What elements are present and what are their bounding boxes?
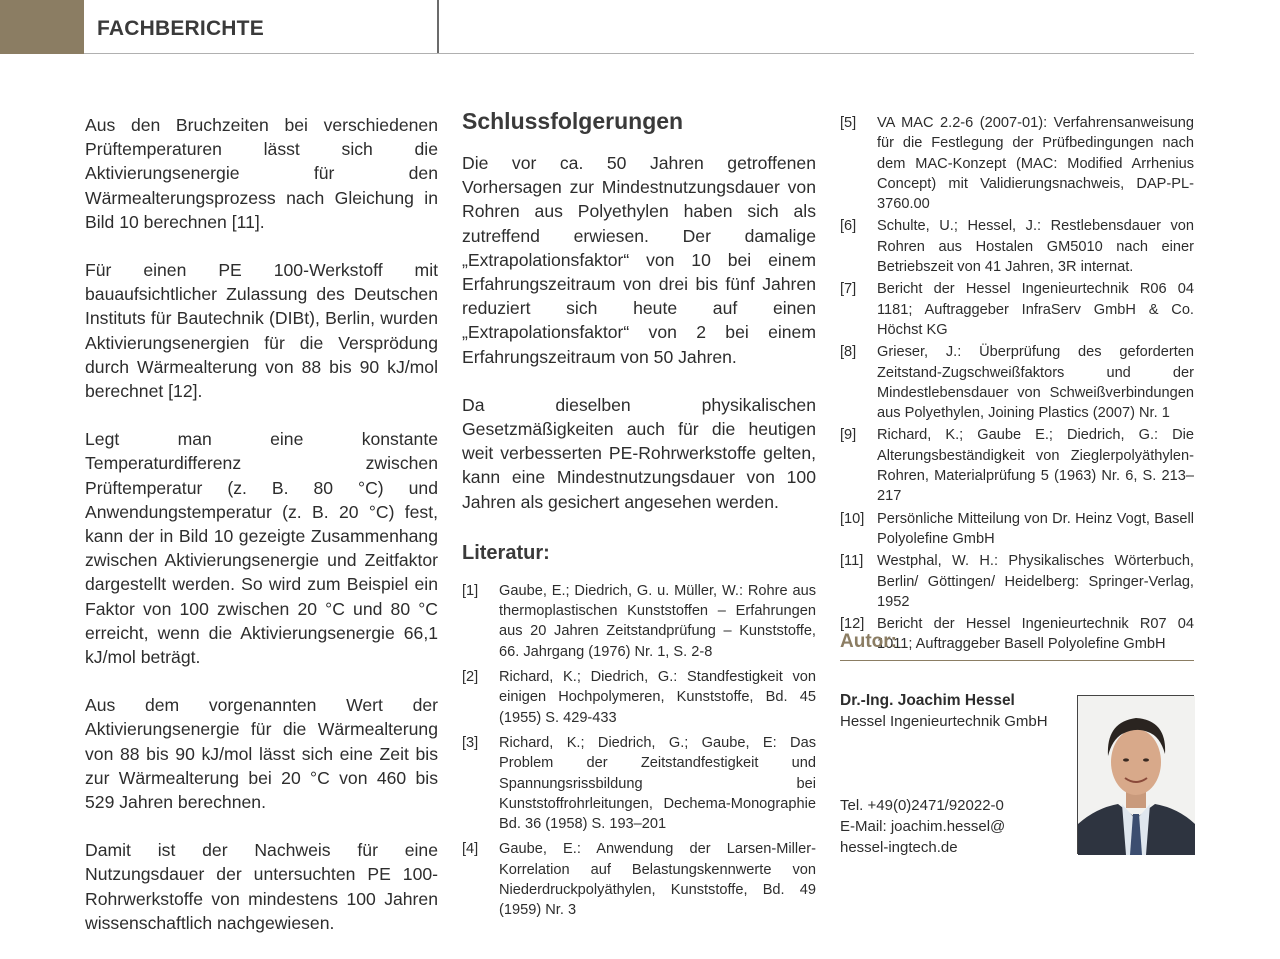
conclusions-heading: Schlussfolgerungen <box>462 108 684 134</box>
reference-number: [10] <box>840 510 865 527</box>
author-contact <box>840 795 1005 858</box>
author-email-domain: hessel-ingtech.de <box>840 839 958 856</box>
reference-text: Gaube, E.: Anwendung der Larsen-Miller-Korrelation auf Belastungskennwerte von Niederdruckpolyäthylen, Kunststoffe, Bd. 49 (1959) Nr. 3 <box>499 841 816 919</box>
reference-text: Schulte, U.; Hessel, J.: Restlebensdauer von Rohren aus Hostalen GM5010 nach einer Betriebszeit von 41 Jahren, 3R internat. <box>877 218 1194 276</box>
header-divider <box>437 0 439 54</box>
paragraph: Da dieselben physikalischen Gesetzmäßigkeiten auch für die heutigen weit verbesserten PE-Rohrwerkstoffe gelten, kann eine Mindestnutzungsdauer von 100 Jahren als gesichert angesehen werden. <box>462 394 816 512</box>
reference-item <box>840 425 1194 506</box>
reference-item <box>462 733 816 834</box>
reference-item <box>840 342 1194 423</box>
reference-text: Richard, K.; Diedrich, G.: Standfestigkeit von einigen Hochpolymeren, Kunststoffe, Bd. 45 (1955) S. 429-433 <box>499 669 816 726</box>
paragraph: Aus dem vorgenannten Wert der Aktivierungsenergie für die Wärmealterung von 88 bis 90 kJ/mol lässt sich eine Zeit bis zur Wärmealterung bei 20 °C von 460 bis 529 Jahren berechnen. <box>85 695 438 813</box>
reference-number: [8] <box>840 344 857 361</box>
column-1 <box>85 113 438 959</box>
author-name: Dr.-Ing. Joachim Hessel <box>840 692 1015 709</box>
reference-number: [9] <box>840 427 857 444</box>
reference-number: [6] <box>840 218 857 235</box>
reference-number: [12] <box>840 616 865 633</box>
header-color-block <box>0 0 84 54</box>
literature-heading: Literatur: <box>462 541 550 564</box>
reference-item <box>840 279 1194 340</box>
reference-item <box>840 551 1194 612</box>
reference-number: [3] <box>462 734 479 751</box>
reference-number: [11] <box>840 553 864 570</box>
header-rule <box>84 53 1194 54</box>
reference-text: Grieser, J.: Überprüfung des geforderten Zeitstand-Zugschweißfaktors und der Mindestlebensdauer von Schweißverbindungen aus Polyethylen, Joining Plastics (2007) Nr. 1 <box>877 344 1194 422</box>
author-heading: Autor: <box>840 631 897 652</box>
reference-text: Westphal, W. H.: Physikalisches Wörterbuch, Berlin/ Göttingen/ Heidelberg: Springer-Verlag, 1952 <box>877 553 1194 610</box>
paragraph: Damit ist der Nachweis für eine Nutzungsdauer der untersuchten PE 100-Rohrwerkstoffe von mindestens 100 Jahren wissenschaftlich nachgewiesen. <box>85 840 438 933</box>
paragraph: Aus den Bruchzeiten bei verschiedenen Prüftemperaturen lässt sich die Aktivierungsenergie für den Wärmealterungsprozess nach Gleichung in Bild 10 berechnen [11]. <box>85 115 438 232</box>
reference-text: Gaube, E.; Diedrich, G. u. Müller, W.: Rohre aus thermoplastischen Kunststoffen – Erfahrungen aus 20 Jahren Zeitstandprüfung – Kunststoffe, 66. Jahrgang (1976) Nr. 1, S. 2-8 <box>499 582 816 660</box>
column-2 <box>462 108 816 926</box>
author-company: Hessel Ingenieurtechnik GmbH <box>840 713 1048 730</box>
paragraph: Die vor ca. 50 Jahren getroffenen Vorhersagen zur Mindestnutzungsdauer von Rohren aus Polyethylen haben sich als zutreffend erwiesen. Der damalige „Extrapolationsfaktor“ von 10 bei einem Erfahrungszeitraum von drei bis fünf Jahren reduziert sich heute auf einen „Extrapolationsfaktor“ von 2 bei einem Erfahrungszeitraum von 50 Jahren. <box>462 153 816 367</box>
reference-text: VA MAC 2.2-6 (2007-01): Verfahrensanweisung für die Festlegung der Prüfbedingungen nach dem MAC-Konzept (MAC: Modified Arrhenius Concept) mit Validierungsnachweis, DAP-PL-3760.00 <box>877 115 1194 213</box>
section-title: FACHBERICHTE <box>97 17 264 40</box>
reference-number: [2] <box>462 669 479 686</box>
reference-text: Bericht der Hessel Ingenieurtechnik R06 04 1181; Auftraggeber InfraServ GmbH & Co. Höchst KG <box>877 281 1194 338</box>
reference-item <box>840 509 1194 550</box>
author-rule <box>840 660 1194 661</box>
author-phone: Tel. +49(0)2471/92022-0 <box>840 797 1004 814</box>
reference-item <box>462 667 816 728</box>
column-3 <box>840 113 1194 657</box>
reference-item <box>462 839 816 920</box>
author-email: E-Mail: joachim.hessel@ <box>840 818 1006 835</box>
reference-text: Richard, K.; Gaube E.; Diedrich, G.: Die Alterungsbeständigkeit von Zieglerpolyäthylen-Rohren, Materialprüfung 5 (1963) Nr. 6, S. 213–217 <box>877 427 1194 505</box>
reference-text: Richard, K.; Diedrich, G.; Gaube, E: Das Problem der Zeitstandfestigkeit und Spannungsrissbildung bei Kunststoffrohrleitungen, Dechema-Monographie Bd. 36 (1958) S. 193–201 <box>499 734 816 833</box>
paragraph: Für einen PE 100-Werkstoff mit bauaufsichtlicher Zulassung des Deutschen Instituts für Bautechnik (DIBt), Berlin, wurden Aktivierungsenergien für die Versprödung durch Wärmealterung von 88 bis 90 kJ/mol berechnet [12]. <box>85 260 438 402</box>
reference-text: Bericht der Hessel Ingenieurtechnik R07 04 1011; Auftraggeber Basell Polyolefine GmbH <box>877 616 1194 653</box>
author-portrait-photo <box>1077 695 1194 854</box>
reference-number: [4] <box>462 841 479 858</box>
reference-text: Persönliche Mitteilung von Dr. Heinz Vogt, Basell Polyolefine GmbH <box>877 510 1194 547</box>
reference-item <box>840 216 1194 277</box>
reference-item <box>840 113 1194 214</box>
paragraph: Legt man eine konstante Temperaturdifferenz zwischen Prüftemperatur (z. B. 80 °C) und Anwendungstemperatur (z. B. 20 °C) fest, kann der in Bild 10 gezeigte Zusammenhang zwischen Aktivierungsenergie und Zeitfaktor dargestellt werden. So wird zum Beispiel ein Faktor von 100 zwischen 20 °C und 80 °C erreicht, wenn die Aktivierungsenergie 66,1 kJ/mol beträgt. <box>85 429 438 668</box>
reference-number: [1] <box>462 582 479 599</box>
portrait-icon <box>1078 696 1195 855</box>
reference-number: [5] <box>840 115 857 131</box>
reference-item <box>462 581 816 662</box>
reference-number: [7] <box>840 281 857 298</box>
